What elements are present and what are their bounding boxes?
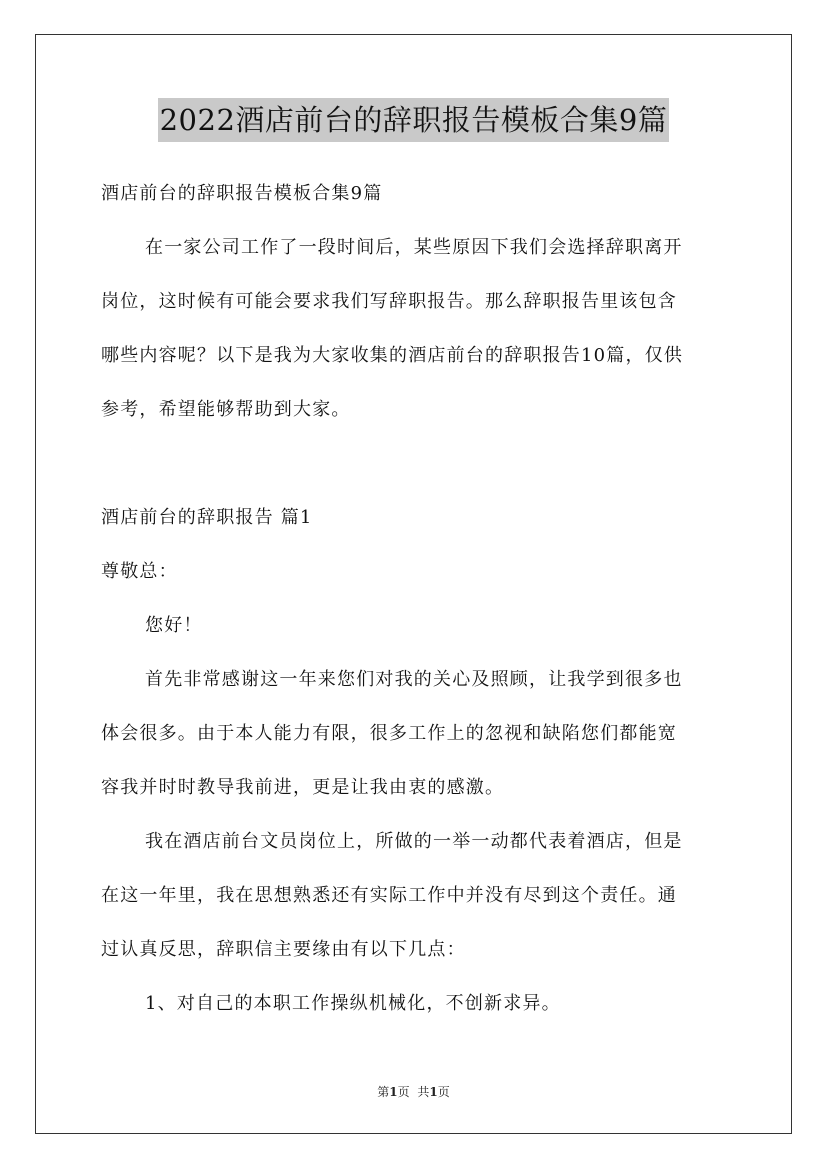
footer-total-pages: 1: [429, 1085, 438, 1099]
paragraph-1-line-2: 体会很多。由于本人能力有限，很多工作上的忽视和缺陷您们都能宽: [101, 723, 677, 744]
footer-total-prefix: 共: [417, 1085, 430, 1099]
greeting: 您好！: [145, 615, 203, 636]
intro-line-3: 哪些内容呢？以下是我为大家收集的酒店前台的辞职报告10篇，仅供: [101, 345, 684, 366]
paragraph-2-line-1: 我在酒店前台文员岗位上，所做的一举一动都代表着酒店，但是: [145, 831, 683, 852]
point-1: 1、对自己的本职工作操纵机械化，不创新求异。: [145, 993, 561, 1014]
paragraph-1-line-3: 容我并时时教导我前进，更是让我由衷的感激。: [101, 777, 505, 798]
paragraph-1-line-1: 首先非常感谢这一年来您们对我的关心及照顾，让我学到很多也: [145, 669, 683, 690]
title-container: [0, 98, 827, 142]
paragraph-2-line-2: 在这一年里，我在思想熟悉还有实际工作中并没有尽到这个责任。通: [101, 885, 677, 906]
paragraph-2-line-3: 过认真反思，辞职信主要缘由有以下几点：: [101, 939, 466, 960]
intro-line-2: 岗位，这时候有可能会要求我们写辞职报告。那么辞职报告里该包含: [101, 291, 677, 312]
footer-total-suffix: 页: [437, 1085, 450, 1099]
section-heading: 酒店前台的辞职报告 篇1: [101, 507, 313, 528]
footer-page-suffix: 页: [397, 1085, 410, 1099]
intro-line-4: 参考，希望能够帮助到大家。: [101, 399, 351, 420]
salutation: 尊敬总：: [101, 561, 178, 582]
page-footer: [0, 1084, 827, 1100]
document-title: 2022酒店前台的辞职报告模板合集9篇: [158, 98, 670, 142]
document-subtitle: 酒店前台的辞职报告模板合集9篇: [101, 183, 383, 204]
footer-page-number: 1: [389, 1085, 398, 1099]
footer-page-prefix: 第: [377, 1085, 390, 1099]
intro-line-1: 在一家公司工作了一段时间后，某些原因下我们会选择辞职离开: [145, 237, 683, 258]
